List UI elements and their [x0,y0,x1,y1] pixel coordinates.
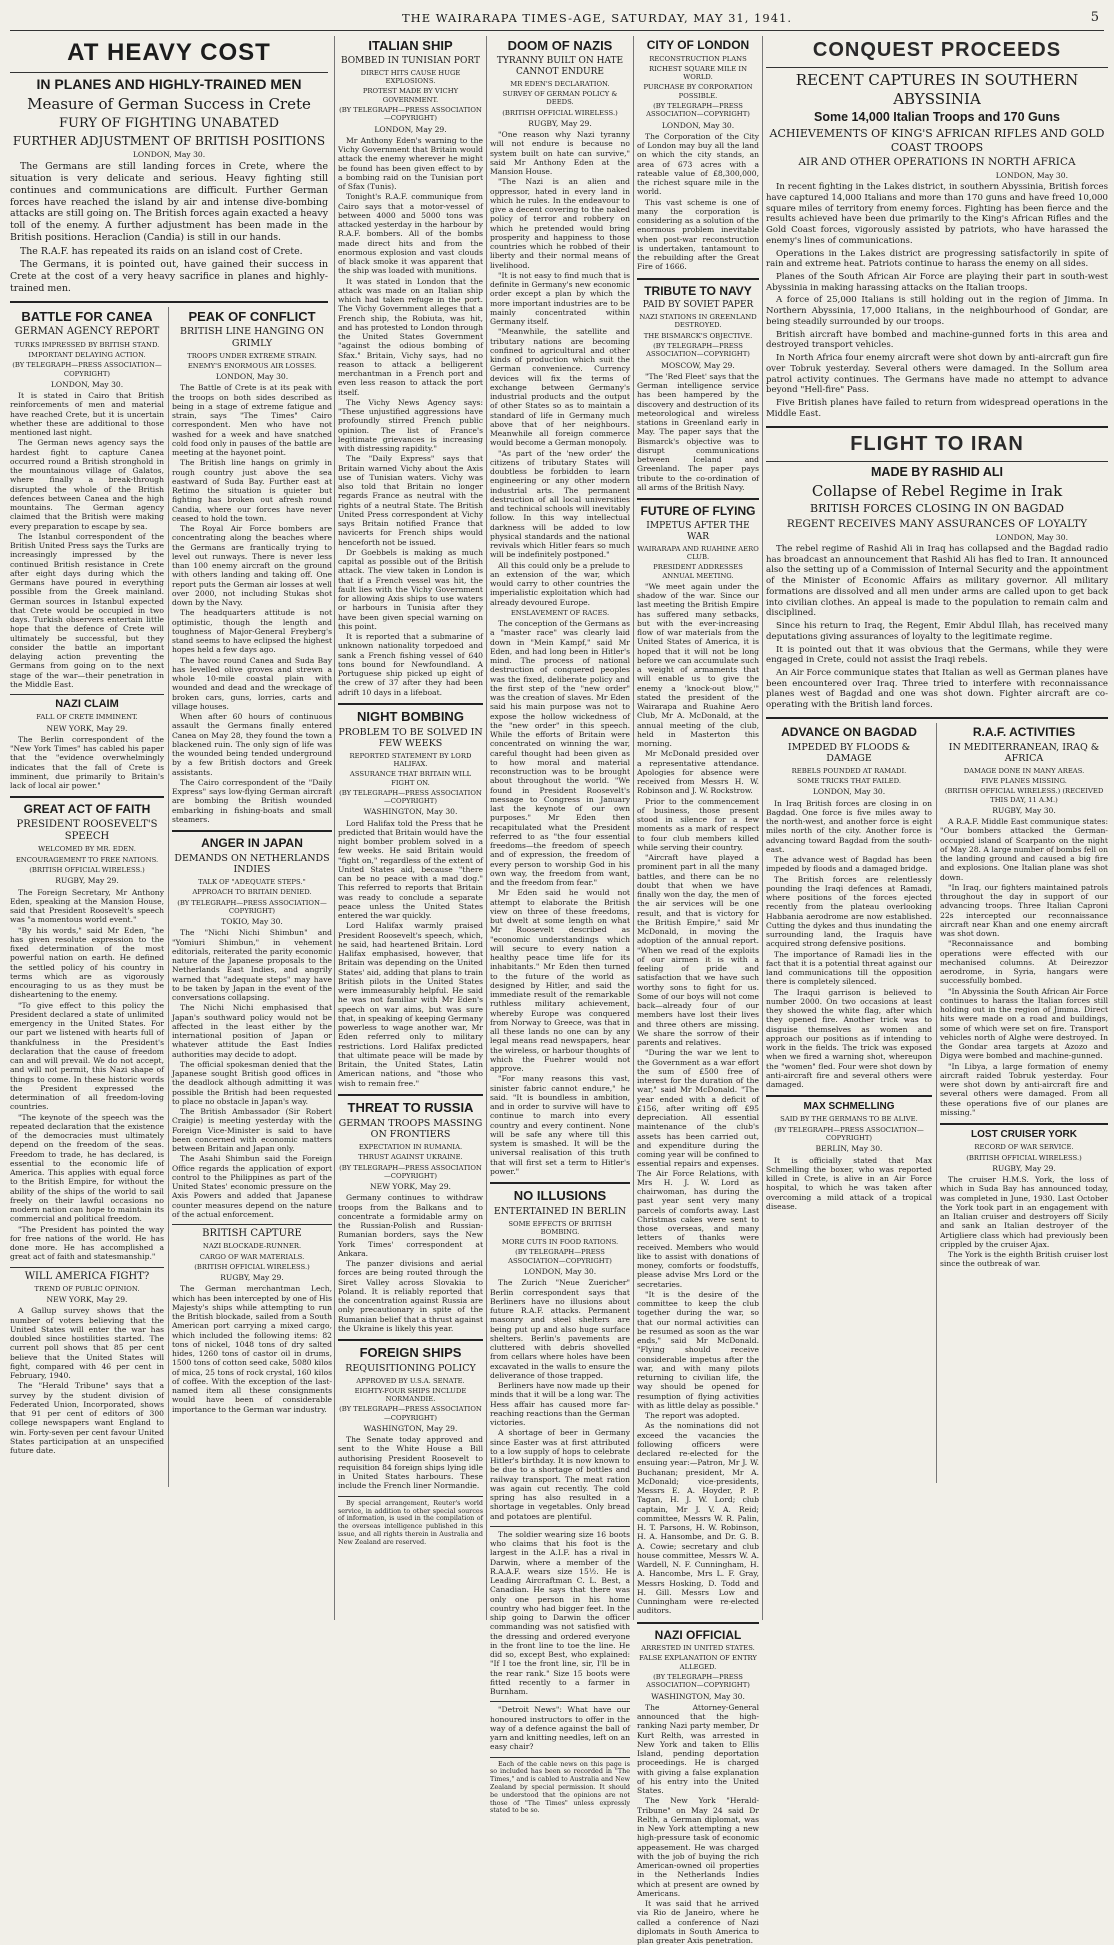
paragraph: Dr Goebbels is making as much capital as possible out of the British attack. The view taken in London is that if a French vessel was hit, the fault lies with the Vichy Government for allowing Axis ships to use waters or harbours in Tunisia after they have been given special warning on this point. [338,547,483,631]
headline: NAZI OFFICIAL [654,1627,742,1642]
dateline: LONDON, May 29. [374,124,447,134]
left-subcolumn-a [10,307,164,1487]
deck: NAZI STATIONS IN GREENLAND DESTROYED. [639,313,757,330]
paragraph: The German merchantman Lech, which has been intercepted by one of His Majesty's ships while attempting to run the British blockade, sailed from a South American port carrying a mixed cargo, which included the following items: 82 tons of nickel, 1048 tons of dry salted hides, 1260 tons of castor oil in drums, 1500 tons of cotton seed cake, 5080 kilos of mica, 25 tons of rock crystal, 160 kilos of coffee. With the exception of the last-named item all these consignments would have been of considerable importance to the German war industry. [172,1284,332,1414]
deck: THE BISMARCK'S OBJECTIVE. [643,331,753,340]
deck: PURCHASE BY CORPORATION POSSIBLE. [643,83,753,100]
article-nazi-claim [10,698,164,790]
paragraph: Planes of the South African Air Force are playing their part in south-west Abyssinia in making harassing attacks on the Italian troops. [766,271,1108,293]
article-will-america-fight [10,1271,164,1456]
paragraph: "One reason why Nazi tyranny will not endure is because no system built on hate can survive," said Mr Anthony Eden at the Mansion House. [490,130,630,177]
paragraph: The panzer divisions and aerial forces are being routed through the Siret Valley across Slovakia to Poland. It is reliably reported that the concentration against Russia are only precautionary in spite of the Rumanian belief that a thrust against the Ukraine is likely this year. [338,1259,483,1333]
headline: WILL AMERICA FIGHT? [24,1270,150,1282]
credit: (BY TELEGRAPH—PRESS ASSOCIATION—COPYRIGHT) [646,102,750,119]
credit: (BRITISH OFFICIAL WIRELESS.) [194,1262,310,1271]
deck: RECENT CAPTURES IN SOUTHERN ABYSSINIA [795,71,1079,108]
dateline: NEW YORK, May 29. [370,1182,451,1192]
copyright-note: Each of the cable news on this page is so included has been so recorded in "The Times," and is cabled to Australia and New Zealand by special permission. It should be understood that the opinions are not those of "The Times" unless expressly stated to be so. [490,1759,630,1815]
deck: GERMAN TROOPS MASSING ON FRONTIERS [338,1117,483,1141]
deck: MADE BY RASHID ALI [871,464,1003,479]
article-advance-on-bagdad [766,725,932,1089]
article-british-capture [172,1228,332,1414]
paragraph: "The keynote of the speech was the repeated declaration that the existence of the democracies must ultimately depend on the freedom of the seas. Freedom to trade, he has declared, is essential to the economic life of America. This applies with equal force to the British Empire, for without the ability of the ships of the world to sail freely on their lawful occasions no modern nation can hope to maintain its commercial and political freedom. [10,1112,164,1224]
paragraph: The New York "Herald-Tribune" on May 24 said Dr Relth, a German diplomat, was in New York attempting a new high-pressure task of economic appeasement. He was charged with the job of buying the rich American-owned oil properties in the Netherlands Indies which at present are owned by Americans. [637,1796,759,1898]
paragraph: The Corporation of the City of London may buy all the land on which the city stands, an area of 673 acres with a rateable value of £8,300,000, the richest square mile in the world. [637,131,759,197]
paragraph: "It is the desire of the committee to keep the club together during the war, so that our normal activities can be resumed as soon as the war ends," said Mr McDonald. "Flying should receive considerable impetus after the war, and with many pilots returning to civilian life, the way should be opened for resumption of flying activities with as little delay as possible." [637,1289,759,1410]
dateline: LONDON, May 30. [523,1267,597,1277]
article-raf-activities [940,725,1108,1117]
paragraph: "The Nazi is an alien and oppressor, hated in every land in which he rules. In the endeavour to give a decent covering to the naked policy of terror and robbery on which he pretended would bring prosperity and happiness to those countries which he robbed of their liberty and their normal means of livelihood. [490,177,630,270]
dateline: LONDON, May 30. [812,787,886,797]
paragraph: The importance of Ramadi lies in the fact that it is a potential threat against our land communications till the opposition there is completely silenced. [766,949,932,987]
deck: IMPETUS AFTER THE WAR [646,520,750,542]
paragraph: The R.A.F. has repeated its raids on an island cost of Crete. [20,245,303,257]
dateline: MOSCOW, May 29. [661,360,735,370]
paragraph: It is pointed out that it was obvious that the Germans, while they were engaged in Crete, could not assist the Iraqi rebels. [766,644,1108,666]
credit: (BY TELEGRAPH—PRESS ASSOCIATION—COPYRIGHT) [177,898,327,915]
credit: (BY TELEGRAPH—PRESS ASSOCIATION—COPYRIGHT) [646,342,750,359]
article-threat-to-russia [338,1100,483,1333]
deck: Measure of German Success in Crete [27,95,311,114]
deck: REQUISITIONING POLICY [345,1362,476,1374]
paragraph: The Zurich "Neue Zuericher" Berlin correspondent says that Berliners have no illusions about future R.A.F. attacks. Permanent masonry and steel shelters are being put up and also huge surface shelters. Berlin's pavements are cluttered with debris shovelled from cellars where holes have been excavated in the walls to ensure the deliverance of those trapped. [490,1278,630,1380]
credit: (BY TELEGRAPH—PRESS ASSOCIATION—COPYRIGHT) [339,1405,482,1422]
deck: REBELS POUNDED AT RAMADI. [791,766,907,775]
dateline: LONDON, May 30. [661,120,735,130]
headline: AT HEAVY COST [67,39,271,66]
headline: NO ILLUSIONS [513,1188,607,1204]
paragraph: The havoc round Canea and Suda Bay has levelled olive groves and strewn a whole 10-mile coastal plain with wounded and dead and the wreckage of broken cars, guns, lorries, carts and village houses. [172,655,332,711]
paragraph: "In Abyssinia the South African Air Force continues to harass the Italian forces still holding out in the region of Jimma. Direct hits were made on a road and buildings, some of which were set on fire. Transport vehicles north of Alghe were destroyed. In the Gondar area targets at Azozo and Digya were bombed and machine-gunned. [940,986,1108,1061]
article-doom-of-nazis [490,38,630,1176]
paragraph: This vast scheme is one of many the corporation is considering as a solution of the enormous problem inevitable when post-war reconstruction is undertaken, tantamount to the rebuilding after the Great Fire of 1666. [637,197,759,272]
article-peak-of-conflict [172,309,332,825]
paragraph: Mr Eden said he would not attempt to elaborate the British view on three of these freedoms, but dwelt at some length on what Mr Roosevelt described as "economic understandings which will secure to every nation a healthy peace time life for its inhabitants." Mr Eden then turned to the future of the world as designed by Hitler, and said the immediate result of the remarkable ruthless military achievement, whereby Europe was conquered from Norway to Greece, was that in all these lands no one can by any legal means read newspapers, hear the wireless, or harbour thoughts of which the Fuehrer would not approve. [490,888,630,1074]
paragraph: "For many reasons this vast, sinister fabric cannot endure," he said. "It is boundless in ambition, and in order to survive will have to continue to march into every country and every continent. None will be safe any where till this system is smashed. It will be the universal realisation of this truth that will first set a term to Hitler's power." [490,1074,630,1176]
dateline: RUGBY, May 29. [55,876,119,886]
left-subcolumn-b [168,307,332,1487]
paragraph: The advance west of Bagdad has been impeded by floods and a damaged bridge. [766,855,932,874]
dateline: WASHINGTON, May 30. [651,1691,745,1701]
paragraph: The official spokesman denied that the Japanese sought British good offices in the deadlock although admitting it was possible the British had been requested to place no obstacle in Japan's way. [172,1059,332,1106]
deck: TROOPS UNDER EXTREME STRAIN. [187,351,317,360]
deck: SOME EFFECTS OF BRITISH BOMBING. [508,1219,612,1236]
deck: IMPEDED BY FLOODS & DAMAGE [787,741,911,765]
deck: FALSE EXPLANATION OF ENTRY ALLEGED. [639,1654,757,1671]
deck: IMPORTANT DELAYING ACTION. [28,350,146,359]
dateline: NEW YORK, May 29. [46,1295,128,1305]
paragraph: A R.A.F. Middle East communique states: "Our bombers attacked the German-occupied island of Scarpanto on the night of May 28. A large number of bombs fell on the landing ground and caused a big fire and explosions. One Italian plane was shot down. [940,817,1108,882]
paragraph: The York is the eighth British cruiser lost since the outbreak of war. [940,1250,1108,1269]
paragraph: British aircraft have bombed and machine-gunned forts in this area and destroyed transport vehicles. [766,329,1108,351]
deck: ASSURANCE THAT BRITAIN WILL FIGHT ON. [349,770,472,787]
deck: ENCOURAGEMENT TO FREE NATIONS. [15,855,159,864]
article-night-bombing [338,709,483,1088]
credit: (BY TELEGRAPH—PRESS ASSOCIATION—COPYRIGHT) [339,105,482,123]
paragraph: Since his return to Iraq, the Regent, Emir Abdul Illah, has received many deputations giving assurances of loyalty to the legitimate regime. [766,621,1108,642]
paragraph: It was said that he arrived via Rio de Janeiro, where he called a conference of Nazi diplomats in South America to plan greater Axis penetration. [637,1899,759,1945]
deck: IN MEDITERRANEAN, IRAQ & AFRICA [948,741,1100,765]
deck: BRITISH LINE HANGING ON GRIMLY [180,326,324,350]
dateline: LONDON, May 30. [995,532,1068,542]
column-right-group [762,36,1108,1620]
paragraph: "Reconnaissance and bombing operations were effected with our mechanised columns. At Deirezzor aerodrome, in Syria, hangars were successfully bombed. [940,939,1108,986]
dateline: LONDON, May 30. [215,372,289,382]
headline: FUTURE OF FLYING [640,504,756,519]
deck: REGENT RECEIVES MANY ASSURANCES OF LOYALTY [786,517,1088,530]
headline: THREAT TO RUSSIA [347,1099,474,1115]
paragraph: The Attorney-General announced that the high-ranking Nazi party member, Dr Kurt Relth, was arrested in New York and taken to Ellis Island, pending deportation proceedings. He is charged with giving a false explanation of his entry into the United States. [637,1702,759,1796]
paragraph: The cruiser H.M.S. York, the loss of which in Suda Bay has announced today, was completed in June, 1930. Last October the York took part in an engagement with an Italian cruiser and destroyers off Sicily and sank an Italian destroyer of the Artigliere class which had previously been crippled by the cruiser Ajax. [940,1175,1108,1249]
deck: GERMAN AGENCY REPORT [14,326,160,338]
deck: RECONSTRUCTION PLANS [649,54,747,63]
article-no-illusions [490,1188,630,1815]
dateline: TOKIO, May 30. [221,917,283,927]
masthead [10,8,1104,31]
paragraph: The Germans, it is pointed out, have gained their success in Crete at the cost of a very heavy sacrifice in planes and highly-trained men. [10,259,328,294]
headline: PEAK OF CONFLICT [188,308,316,324]
paragraph: Berliners have now made up their minds that it will be a long war. The Hess affair has caused more far-reaching reactions than the German victories. [490,1381,630,1428]
headline: FLIGHT TO IRAN [850,432,1024,455]
paragraph: The Battle of Crete is at its peak with the troops on both sides described as being in a stage of extreme fatigue and strain, says "The Times" Cairo correspondent. Men who have not washed for a week and have snatched cold food only in pauses of the battle are meeting at the hayonet point. [172,383,332,458]
credit: (BY TELEGRAPH—PRESS ASSOCIATION—COPYRIGHT) [12,361,162,378]
paragraph: The British forces are relentlessly pounding the Iraqi defences at Ramadi, where positions of the forces ejected recently from the plateau overlooking Habbania aerodrome are now established. Cutting the dykes and thus inundating the surrounding land, the Iraquis have acquired strong defensive positions. [766,874,932,949]
credit: (BRITISH OFFICIAL WIRELESS.) (RECEIVED THIS DAY, 11 A.M.) [944,787,1104,804]
article-conquest-proceeds [766,38,1108,420]
article-future-of-flying [637,504,759,1615]
paragraph: Lord Halifax told the Press that he predicted that Britain would have the night bomber problem solved in a few weeks. He said Britain would "fight on," regardless of the extent of United States aid, because "there can be no peace with a mad dog." This referred to reports that Britain was ready to conclude a separate peace unless the United States entered the war quickly. [338,818,483,921]
credit: (BY TELEGRAPH—PRESS ASSOCIATION—COPYRIGHT) [646,1673,750,1690]
paragraph: "The 'Red Fleet' says that the German intelligence service has been hampered by the discovery and destruction of its meteorological and wireless stations in Greenland early in May. The paper says that the Bismarck's objective was to disrupt communications between Iceland and Greenland. The paper pays tribute to the co-ordination of all arms of the British Navy. [637,371,759,492]
dateline: NEW YORK, May 29. [46,723,128,733]
paragraph: Five British planes have failed to return from widespread operations in the Middle East. [766,398,1108,419]
dateline: WASHINGTON, May 30. [363,807,458,817]
article-tribute-to-navy [637,284,759,493]
paragraph: The "Herald Tribune" says that a survey by the student division of Federated Union, Incorporated, shows that 91 per cent of editors of 300 college newspapers want England to win. Forty-seven per cent favour United States participation at an unspecified future date. [10,1381,164,1456]
deck: NAZI BLOCKADE-RUNNER. [202,1242,302,1251]
paragraph: "During the war we lent to the Government as a war effort the sum of £500 free of interest for the duration of the war," said Mr McDonald. "The year ended with a deficit of £156, after writing off £95 depreciation. All essential maintenance of the club's assets has been carried out, and expenditure during the coming year will be confined to essential repairs and expenses. The Air Force Relations, with Mrs H. J. W. Lord as chairwoman, has during the past year sent very many parcels of comforts away. Last Christmas cakes were sent to those overseas, and many letters of thanks were received. Members who would like to assist with donations of money, comforts or foodstuffs, please advise Mrs Lord or the secretaries. [637,1048,759,1289]
deck: EIGHTY-FOUR SHIPS INCLUDE NORMANDIE. [354,1386,467,1404]
paragraph: The Foreign Secretary, Mr Anthony Eden, speaking at the Mansion House, said that President Roosevelt's speech was "a momentous world event." [10,887,164,925]
headline: MAX SCHMELLING [803,1101,895,1113]
deck: PAID BY SOVIET PAPER [642,300,754,311]
paragraph: Lord Halifax warmly praised President Roosevelt's speech, which, he said, had heartened Britain. Lord Halifax emphasised, however, that Britain was depending on the United States' aid, adding that plans to train British pilots in the United States were immeasurably helpful. He said he was not familiar with Mr Eden's speech on war aims, but was sure that, in speaking of keeping Germany powerless to wage another war, Mr Eden referred only to military restrictions. Lord Halifax predicted that ultimate peace will be made by Britain, the United States, Latin American nations, and "those who wish to remain free." [338,921,483,1088]
deck: DIRECT HITS CAUSE HUGE EXPLOSIONS. [360,68,461,86]
paragraph: The "Daily Express" says that Britain warned Vichy about the Axis use of Tunisian waters. Vichy was also told that Britain no longer regards France as neutral with the rights of a neutral State. The British United Press correspondent at Vichy says Britain notified France that navicerts for French ships would henceforth not be issued. [338,454,483,547]
deck: MORE CUTS IN FOOD RATIONS. [501,1238,619,1247]
article-italian-ship [338,38,483,697]
page-number: 5 [1090,10,1100,25]
article-great-act-of-faith [10,802,164,1261]
column-left-group [10,36,332,1620]
paragraph: In recent fighting in the Lakes district, in southern Abyssinia, British forces have captured 14,000 Italians and more than 170 guns and have freed 10,000 square miles of territory from enemy forces. Fighting has been fierce and the results achieved have been due primarily to the King's African Rifles and the Gold Coast forces, vigorously assisted by patriots, who have harassed the enemy's lines of communications. [766,182,1108,246]
paragraph: The Iraqui garrison is believed to number 2000. On two occasions at least they showed the white flag, after which they opened fire. Another trick was to disguise themselves as women and approach our positions as if intending to work in the fields. The trick was exposed when we fired a warning shot, whereupon the "women" fled. Four were shot down by anti-aircraft fire and several others were damaged. [766,987,932,1090]
paragraph: A shortage of beer in Germany since Easter was at first attributed to a low supply of hops to celebrate Hitler's birthday. It is now known to be due to a shortage of bottles and railway transport. The meat ration was again cut recently. The cold spring has also resulted in a shortage in vegetables. Only bread and potatoes are plentiful. [490,1428,630,1521]
paragraph: "Meanwhile, the satellite and tributary nations are becoming confined to agricultural and other kinds of production which suit the German convenience. Currency devices will fix the terms of exchange between Germany's industrial products and the output of other States so as to maintain a standard of life in Germany much above that of her neighbours. Meanwhile all foreign commerce would become a German monopoly. [490,327,630,448]
paragraph: Mr McDonald presided over a representative attendance. Apologies for absence were received from Messrs H. W. Robinson and J. W. Rockstrow. [637,749,759,796]
subheading: ENSLAVEMENT OF RACES. [510,608,610,617]
deck: DEMANDS ON NETHERLANDS INDIES [174,852,330,876]
paragraph: An Air Force communique states that Italian as well as German planes have been encountered over Iraq. Three tried to interfere with reconnaissance planes west of Bagdad and one was shot down. Fighter aircraft are co-operating with the British land forces. [766,667,1108,711]
headline: BRITISH CAPTURE [202,1228,302,1240]
deck: BOMBED IN TUNISIAN PORT [341,55,480,66]
deck: FIVE PLANES MISSING. [981,776,1067,785]
paragraph: The Berlin correspondent of the "New York Times" has cabled his paper that the "evidence overwhelmingly indicates that the fall of Crete is imminent, due primarily to Britain's lack of local air power." [10,734,164,791]
paragraph: The German news agency says the hardest fight to capture Canea occurred round a British stronghold in the mountainous village of Galatos, where finally a break-through disrupted the whole of the British defences between Canea and the high mountains. The German agency claimed that the British were making every preparation to escape by sea. [10,438,164,531]
dateline: RUGBY, May 30. [992,805,1056,815]
deck: MR EDEN'S DECLARATION. [510,79,610,88]
paragraph: In North Africa four enemy aircraft were shot down by anti-aircraft gun fire over Tobruk yesterday. Several others were damaged. In the Sollum area patrol activity continues. The Germans have made no attempt to advance beyond "Hell-fire" Pass. [766,353,1108,396]
credit: (BY TELEGRAPH—PRESS ASSOCIATION—COPYRIGHT) [508,1248,612,1265]
headline: CITY OF LONDON [646,38,750,52]
headline: FOREIGN SHIPS [359,1345,462,1361]
deck: WAIRARAPA AND RUAHINE AERO CLUB. [637,544,759,561]
deck: FURY OF FIGHTING UNABATED [59,115,279,131]
deck: DAMAGE DONE IN MANY AREAS. [963,766,1085,775]
article-flight-to-iran [766,432,1108,711]
paragraph: Germany continues to withdraw troops from the Balkans and to concentrate a formidable army on the Russian-Polish and Russian-Rumanian borders, says the New York Times' correspondent at Ankara. [338,1193,483,1258]
paragraph: The British Ambassador (Sir Robert Craigie) is meeting yesterday with the Foreign Vice-Minister is said to have been concerned with economic matters between Britain and Japan only. [172,1107,332,1154]
deck: RICHEST SQUARE MILE IN WORLD. [648,64,748,82]
headline: NAZI CLAIM [55,698,119,711]
paragraph: The Royal Air Force bombers are concentrating along the beaches where the Germans are frantically trying to level out runways. There is never less than 100 enemy aircraft on the ground with others landing and taking off. One report puts the German air losses at well over 2000, not including Stukas shot down by the Navy. [172,524,332,608]
paragraph: "It is not easy to find much that is definite in Germany's new economic order except a plan by which the more important industries are to be mainly concentrated within Germany itself. [490,270,630,327]
deck: CARGO OF WAR MATERIALS. [199,1252,305,1261]
deck: EXPECTATION IN RUMANIA. [358,1142,463,1151]
deck: AIR AND OTHER OPERATIONS IN NORTH AFRICA [798,156,1076,169]
paragraph: "We meet again under the shadow of the war. Since our last meeting the British Empire has suffered many setbacks, but with the ever-increasing flow of war materials from the United States of America, it is hoped that it will not be long before we can accumulate such a weight of armaments that will enable us to give the enemy a 'knock-out blow,'" stated the president of the Wairarapa and Ruahine Aero Club, Mr A. McDonald, at the annual meeting of the club, held in Masterton this morning. [637,581,759,749]
deck: FURTHER ADJUSTMENT OF BRITISH POSITIONS [12,133,326,148]
deck: TYRANNY BUILT ON HATE CANNOT ENDURE [496,55,624,77]
copyright-note: By special arrangement, Reuter's world service, in addition to other special sources of information, is used in the compilation of the overseas intelligence published in this issue, and all rights therein in Australia and New Zealand are reserved. [338,1498,483,1546]
deck: ENEMY'S ENORMOUS AIR LOSSES. [187,361,317,370]
paragraph: It is officially stated that Max Schmelling the boxer, who was reported killed in Crete, is alive in an Air Force hospital, to which he was taken after overcoming a mild attack of a tropical disease. [766,1155,932,1211]
paragraph: The headquarters attitude is not optimistic, though the length and toughness of Major-General Freyberg's stand seems to have eclipsed the highest hopes held a few days ago. [172,608,332,655]
paragraph: "The President has pointed the way for free nations of the world. He has done more. He has accomplished a great act of faith and statesmanship." [10,1224,164,1262]
headline: ANGER IN JAPAN [201,836,303,851]
credit: (BRITISH OFFICIAL WIRELESS.) [966,1153,1082,1162]
deck: ARRESTED IN UNITED STATES. [641,1644,755,1653]
deck: ACHIEVEMENTS OF KING'S AFRICAN RIFLES AND GOLD COAST TROOPS [769,127,1105,154]
right-subcolumn-b [936,723,1108,1483]
dateline: RUGBY, May 29. [528,118,592,128]
deck: APPROVED BY U.S.A. SENATE. [356,1376,465,1385]
deck: TURKS IMPRESSED BY BRITISH STAND. [14,340,160,349]
credit: (BY TELEGRAPH—PRESS ASSOCIATION—COPYRIGHT) [339,788,482,806]
paragraph: The report was adopted. [645,1411,740,1421]
deck: SAID BY THE GERMANS TO BE ALIVE. [780,1115,918,1124]
right-subcolumn-a [766,723,932,1483]
column-3 [486,36,630,1815]
paragraph: The soldier wearing size 16 boots who claims that his foot is the largest in the A.I.F. has a rival in Darwin, where a member of the R.A.A.F. wears size 15½. He is Leading Aircraftman C. L. Best, a Canadian. He says that there was only one person in his home country who had bigger feet. In the ship going to Darwin the officer commanding was not satisfied with the dressing and ordered everyone in the front line to toe the line. He did so, except Best, who explained: "If I toe the front line, sir, I'll be in the rear rank." Size 15 boots were fitted recently to a farmer in Burnham. [490,1529,630,1697]
paragraph: It was stated in London that the attack was made on an Italian ship which had taken refuge in the port. The Vichy Government alleges that a French ship, the Robiuta, was hit, and has protested to London through the United States Government "against the odious bombing of Sfax." Britain, Vichy says, had no reason to attack a belligerent merchantman in a French port and even less reason to attack the port itself. [338,276,483,397]
article-anger-in-japan [172,836,332,1219]
dateline: BERLIN, May 30. [815,1144,883,1154]
paragraph: "To give effect to this policy the President declared a state of unlimited emergency in the United States. For our part we listened with hearts full of thankfulness in the President's declaration that the cause of freedom can and will prevail. We do not accept, and will not permit, this Nazi shape of things to come. In these historic words the President expressed the determination of all freedom-loving countries. [10,1000,164,1112]
paragraph: The Germans are still landing forces in Crete, where the situation is very delicate and serious. Heavy fighting still continues and communications are difficult. Further German forces have reached the island by air and intense dive-bombing attacks are still going on. The British forces again exacted a heavy toll of the enemy. A further adjustment has been made in the British positions. Heraclion (Candia) is still in our hands. [10,161,328,243]
deck: SOME TRICKS THAT FAILED. [797,776,901,785]
deck: PROBLEM TO BE SOLVED IN FEW WEEKS [338,726,483,750]
deck: ENTERTAINED IN BERLIN [493,1206,627,1218]
paragraph: "In Iraq, our fighters maintained patrols throughout the day in support of our advancing troops. Three Italian Caproni 22s intercepted our reconnaissance aircraft near Khan and one enemy aircraft was shot down. [940,882,1108,939]
paragraph: The Senate today approved and sent to the White House a Bill authorising President Roosevelt to requisition 84 foreign ships lying idle in United States harbours. These include the French liner Normandie. [338,1435,483,1491]
dateline: LONDON, May 30. [995,170,1068,180]
deck: BRITISH FORCES CLOSING IN ON BAGDAD [810,502,1064,516]
article-max-schmelling [766,1101,932,1211]
credit: (BY TELEGRAPH—PRESS ASSOCIATION—COPYRIGHT) [774,1125,924,1143]
deck: PROTEST MADE BY VICHY GOVERNMENT. [362,87,459,104]
credit: (BRITISH OFFICIAL WIRELESS.) [29,866,145,875]
newspaper-title: THE WAIRARAPA TIMES-AGE, SATURDAY, MAY 31, 1941. [402,11,792,25]
paragraph: "In Libya, a large formation of enemy aircraft raided Tobruk yesterday. Four were shot down by anti-aircraft fire and several others were damaged. From all these operations five of our planes are missing." [940,1061,1108,1117]
article-nazi-official [637,1628,759,1945]
paragraph: The Istanbul correspondent of the British United Press says the Turks are increasingly impressed by the continued British resistance in Crete after eight days during which the Germans have poured in everything possible from the Greek mainland. German sources in Istanbul expected that Crete would be occupied in two days. Turkish observers entertain little hope that the defence of Crete will ultimately be successful, but they consider the battle an important delaying action preventing the Germans from going on to the next stage of the war—their penetration in the Middle East. [10,531,164,689]
deck: WELCOMED BY MR. EDEN. [38,845,136,854]
article-lost-cruiser-york [940,1129,1108,1269]
paragraph: The conception of the Germans as a "master race" was clearly laid down in "Mein Kampf," said Mr Eden, and had long been in Hitler's mind. The process of national destruction of conquered peoples was the fixed, deliberate policy and the first step of the "new order" was the creation of slaves. Mr Eden said his main purpose was not to expose the hollow wickedness of the "new order" in this speech. While the efforts of Britain were concentrated on winning the war, careful thought had been given as to how moral and material reconstruction was to be brought about throughout the world. "We found in President Roosevelt's message to Congress in January last the keynote of our own purposes." Mr Eden then recapitulated what the President referred to as "the four essential freedoms—the freedom of speech and of expression, the freedom of every person to worship God in his own way, the freedom from want, and the freedom from fear." [490,619,630,888]
deck: FALL OF CRETE IMMINENT. [36,713,138,722]
paragraph: Prior to the commencement of business, those present stood in silence for a few moments as a mark of respect to four club members killed while serving their country. [637,796,759,852]
paragraph: "By his words," said Mr Eden, "he has given resolute expression to the fixed determination of the most powerful nation on earth. He defined the settled policy of his country in terms which are as vigorously encouraging to us as they must be disheartening to the enemy. [10,925,164,1000]
paragraph: The "Nichi Nichi Shimbun" and "Yomiuri Shimbun," in vehement editorials, reiterated the parity economic nature of the Japanese proposals to the Netherlands East Indies, and angrily warned that "adequate steps" may have to be taken by Japan in the event of the conversations collapsing. [172,928,332,1003]
column-4 [633,36,759,1945]
article-battle-for-canea [10,309,164,689]
paragraph: The Nichi Nichi emphasised that Japan's southward policy would not be affected in the least either by the international position of Japan or whatever attitude the East Indies authorities may decide to adopt. [172,1003,332,1059]
paragraph: When after 60 hours of continuous assault the Germans finally entered Canea on May 28, they found the town a blackened ruin. The only sign of life was the wounded being tended underground by a few British doctors and Greek assistants. [172,712,332,777]
headline: LOST CRUISER YORK [971,1129,1077,1141]
headline: R.A.F. ACTIVITIES [972,724,1076,739]
deck: THRUST AGAINST UKRAINE. [358,1153,463,1162]
headline: TRIBUTE TO NAVY [644,283,752,298]
deck: Collapse of Rebel Regime in Irak [811,482,1063,501]
headline: ITALIAN SHIP [368,38,453,53]
paragraph: A force of 25,000 Italians is still holding out in the region of Jimma. In Northern Abyssinia, 17,000 Italians, in the neighbourhood of Gondar, are being steadily surrounded by our troops. [766,295,1108,327]
deck: TALK OF "ADEQUATE STEPS." [198,877,306,886]
paragraph: In Iraq British forces are closing in on Bagdad. One force is five miles away to the north-west, and another force is eight miles north of the city. Another force is advancing toward Bagdad from the south-east. [766,798,932,854]
headline: DOOM OF NAZIS [507,38,613,53]
headline: NIGHT BOMBING [357,708,464,724]
deck: APPROACH TO BRITAIN DENIED. [192,888,312,897]
paragraph: The Asahi Shimbun said the Foreign Office regards the application of export control to the Philippines as part of the United States' economic pressure on the Axis Powers and added that Japanese counter measures depend on the nature of the actual enforcement. [172,1154,332,1219]
deck: PRESIDENT ROOSEVELT'S SPEECH [16,819,158,843]
dateline: LONDON, May 30. [50,379,124,389]
headline: ADVANCE ON BAGDAD [781,724,917,739]
deck: TREND OF PUBLIC OPINION. [34,1284,140,1293]
paragraph: A Gallup survey shows that the number of voters believing that the United States will enter the war has doubled since hostilities started. The current poll shows that 85 per cent believe that the United States will fight, compared with 46 per cent in February, 1940. [10,1306,164,1381]
deck: PRESIDENT ADDRESSES ANNUAL MEETING. [653,563,743,580]
deck: REPORTED STATEMENT BY LORD HALIFAX. [349,751,472,769]
dateline: RUGBY, May 29. [992,1163,1056,1173]
dateline: WASHINGTON, May 29. [363,1423,458,1433]
headline: CONQUEST PROCEEDS [812,39,1062,61]
paragraph: "As part of the 'new order' the citizens of tributary States will doubtless be forbidden to learn engineering or any other modern industrial arts. The permanent destruction of all local universities and technical schools will inevitably follow. In this way intellectual darkness will be added to low physical standards and the national revivals which Hitler fears so much will be indefinitely postponed." [490,448,630,560]
subhead: IN PLANES AND HIGHLY-TRAINED MEN [36,76,302,93]
paragraph: The Cairo correspondent of the "Daily Express" says low-flying German aircraft are bombing the British wounded embarking in fishing-boats and small steamers. [172,777,332,824]
credit: (BY TELEGRAPH—PRESS ASSOCIATION—COPYRIGHT) [339,1163,482,1180]
paragraph: As the nominations did not exceed the vacancies the following officers were declared re-elected for the ensuing year:—Patron, Mr J. W. Buchanan; president, Mr A. McDonald; vice-presidents, Messrs E. A. Hoyder, P. P. Tagan, H. J. W. Lord; club captain, Mr J. V. A. Reid; committee, Messrs W. R. Palin, H. T. Parsons, H. W. Robinson, H. A. Hansombe, and Dr. G. B. A. Cowie; secretary and club house committee, Messrs W. A. Wardell, N. F. Cunningham, H. A. Hancombe, Mrs L. F. Gray, Messrs Hosking, D. Todd and H. Gill. Messrs Low and Cunningham were re-elected auditors. [637,1421,759,1616]
credit: (BRITISH OFFICIAL WIRELESS.) [502,108,618,117]
dateline: LONDON, May 30. [132,150,206,160]
deck: RECORD OF WAR SERVICE. [974,1143,1074,1152]
paragraph: All this could only be a prelude to an extension of the war, which would carry to other countries the imperialistic exploitation which had already devoured Europe. [490,560,630,607]
headline: BATTLE FOR CANEA [21,308,153,324]
paragraph: Tonight's R.A.F. communique from Cairo says that a motor-vessel of between 4000 and 5000 tons was attacked yesterday in the harbour by R.A.F. bombers. All of the bombs made direct hits and from the enormous explosion and vast clouds of black smoke it was apparent that the ship was loaded with munitions. [338,192,483,276]
column-2 [334,36,483,1620]
paragraph: It is reported that a submarine of unknown nationality torpedoed and sank a French fishing vessel of 640 tons bound for Newfoundland. A Portuguese ship picked up eight of the crew of 37 after they had been adrift 10 days in a lifeboat. [338,632,483,697]
paragraph: It is stated in Cairo that British reinforcements of men and material have reached Crete, but it is uncertain whether these are additional to those mentioned last night. [10,391,164,438]
article-foreign-ships [338,1345,483,1546]
paragraph: "Detroit News": What have our honoured instructors to offer in the way of a defence against the ball of yarn and knitting needles, left on an easy chair? [490,1705,630,1752]
deck: SURVEY OF GERMAN POLICY & DEEDS. [502,90,618,107]
paragraph: The Vichy News Agency says: "These unjustified aggressions have profoundly stirred French public opinion. The list of France's legitimate grievances is increasing with distressing rapidity." [338,397,483,454]
paragraph: Mr Anthony Eden's warning to the Vichy Government that Britain would attack the enemy wherever he might be found has been given effect to by a bombing raid on the Tunisian port of Sfax (Tunis). [338,135,483,192]
deck: Some 14,000 Italian Troops and 170 Guns [814,109,1060,124]
paragraph: The British line hangs on grimly in rough country just above the sea eastward of Suda Bay. Further east at Retimo the situation is quieter but fighting has broken out afresh round Candia, where our forces have never ceased to hold the town. [172,458,332,523]
paragraph: The rebel regime of Rashid Ali in Iraq has collapsed and the Bagdad radio has broadcast an announcement that Rashid Ali has fled to Iran. It announced also the setting up of a Commission of Internal Security and the appointment of the Minister of Economic Affairs as military governor. All military formations are dissolved and all men under arms are called upon to get back into civilian clothes. An appeal is made to the population to remain calm and disciplined. [766,543,1108,619]
dateline: RUGBY, May 29. [220,1273,284,1283]
paragraph: "Aircraft have played a prominent part in all the many battles, and there can be no doubt that when we have finally won the day, the men of the air services will be one result, and that is victory for the British Empire," said Mr McDonald, in moving the adoption of the annual report. "When we read of the exploits of our airmen it is with a feeling of pride and satisfaction that we have such worthy sons to fight for us. Some of our boys will not come back—already four of our members have lost their lives and three others are missing. We share the sorrow of their parents and relatives. [637,853,759,1048]
headline: GREAT ACT OF FAITH [23,802,151,817]
article-heavy-cost [10,38,328,295]
article-city-of-london [637,38,759,272]
paragraph: Operations in the Lakes district are progressing satisfactorily in spite of rain and extreme heat. Patriots continue to harass the enemy on all sides. [766,248,1108,270]
